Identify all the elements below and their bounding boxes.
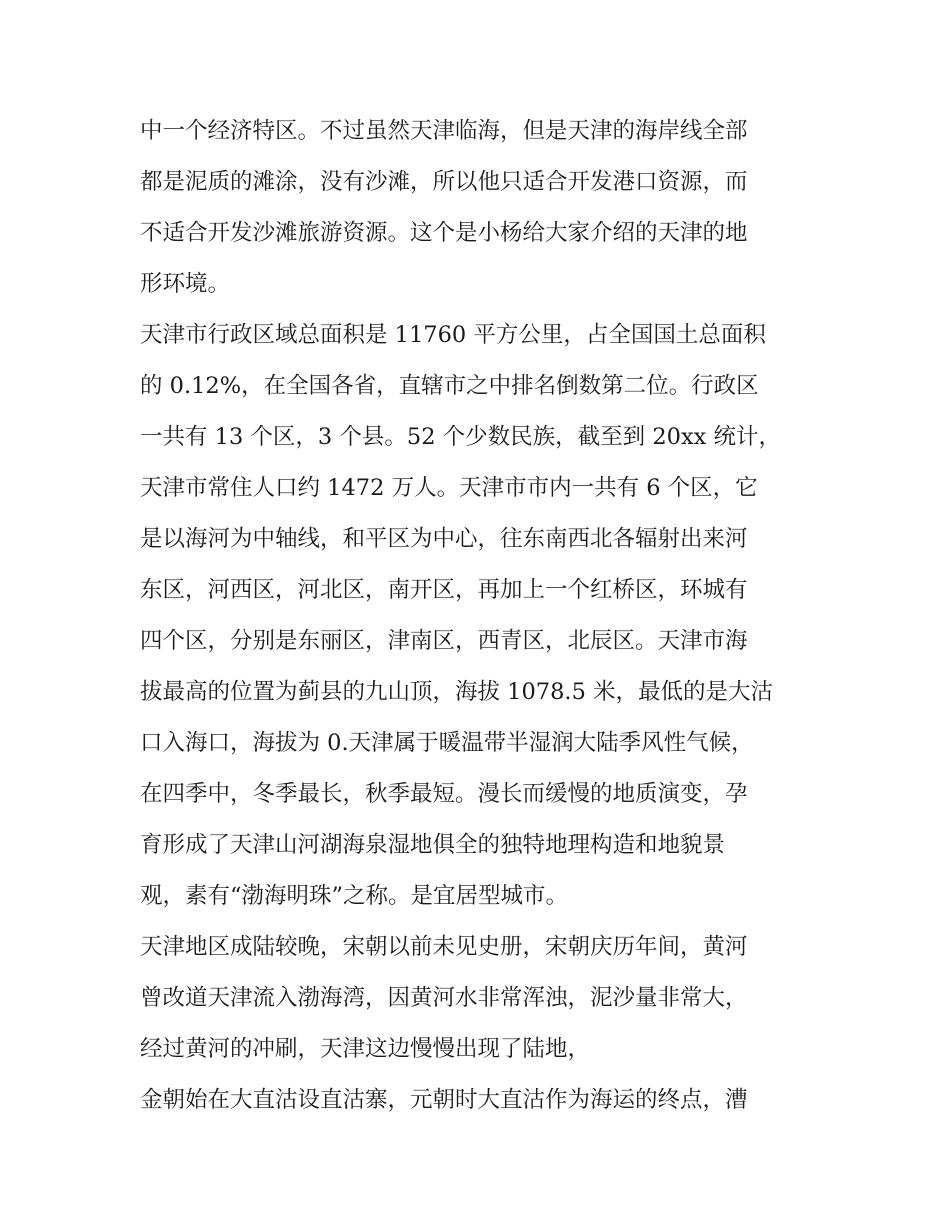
text-line-8: 天津市常住人口约 1472 万人。天津市市内一共有 6 个区，它 bbox=[140, 475, 758, 501]
text-line-13: 口入海口，海拔为 0.天津属于暖温带半湿润大陆季风性气候， bbox=[140, 730, 754, 756]
text-line-3: 不适合开发沙滩旅游资源。这个是小杨给大家介绍的天津的地 bbox=[140, 220, 748, 246]
text-line-2: 都是泥质的滩涂，没有沙滩，所以他只适合开发港口资源，而 bbox=[140, 169, 748, 195]
text-line-18: 曾改道天津流入渤海湾，因黄河水非常浑浊，泥沙量非常大， bbox=[140, 985, 748, 1011]
text-line-7: 一共有 13 个区，3 个县。52 个少数民族，截至到 20xx 统计， bbox=[140, 424, 781, 450]
text-line-11: 四个区，分别是东丽区，津南区，西青区，北辰区。天津市海 bbox=[140, 628, 748, 654]
text-line-12: 拔最高的位置为蓟县的九山顶，海拔 1078.5 米，最低的是大沽 bbox=[140, 679, 774, 705]
text-line-1: 中一个经济特区。不过虽然天津临海，但是天津的海岸线全部 bbox=[140, 118, 748, 144]
text-line-14: 在四季中，冬季最长，秋季最短。漫长而缓慢的地质演变，孕 bbox=[140, 781, 748, 807]
text-line-15: 育形成了天津山河湖海泉湿地俱全的独特地理构造和地貌景 bbox=[140, 832, 726, 858]
text-line-19: 经过黄河的冲刷，天津这边慢慢出现了陆地， bbox=[140, 1036, 591, 1062]
text-line-6: 的 0.12%，在全国各省，直辖市之中排名倒数第二位。行政区 bbox=[140, 373, 759, 399]
text-line-5: 天津市行政区域总面积是 11760 平方公里，占全国国土总面积 bbox=[140, 322, 766, 348]
text-line-16: 观，素有“渤海明珠”之称。是宜居型城市。 bbox=[140, 883, 569, 909]
document-page bbox=[140, 106, 830, 1126]
text-line-20: 金朝始在大直沽设直沽寨，元朝时大直沽作为海运的终点，漕 bbox=[140, 1087, 748, 1113]
text-line-4: 形环境。 bbox=[140, 271, 231, 297]
text-line-9: 是以海河为中轴线，和平区为中心，往东南西北各辐射出来河 bbox=[140, 526, 748, 552]
text-line-17: 天津地区成陆较晚，宋朝以前未见史册，宋朝庆历年间，黄河 bbox=[140, 934, 748, 960]
text-line-10: 东区，河西区，河北区，南开区，再加上一个红桥区，环城有 bbox=[140, 577, 748, 603]
